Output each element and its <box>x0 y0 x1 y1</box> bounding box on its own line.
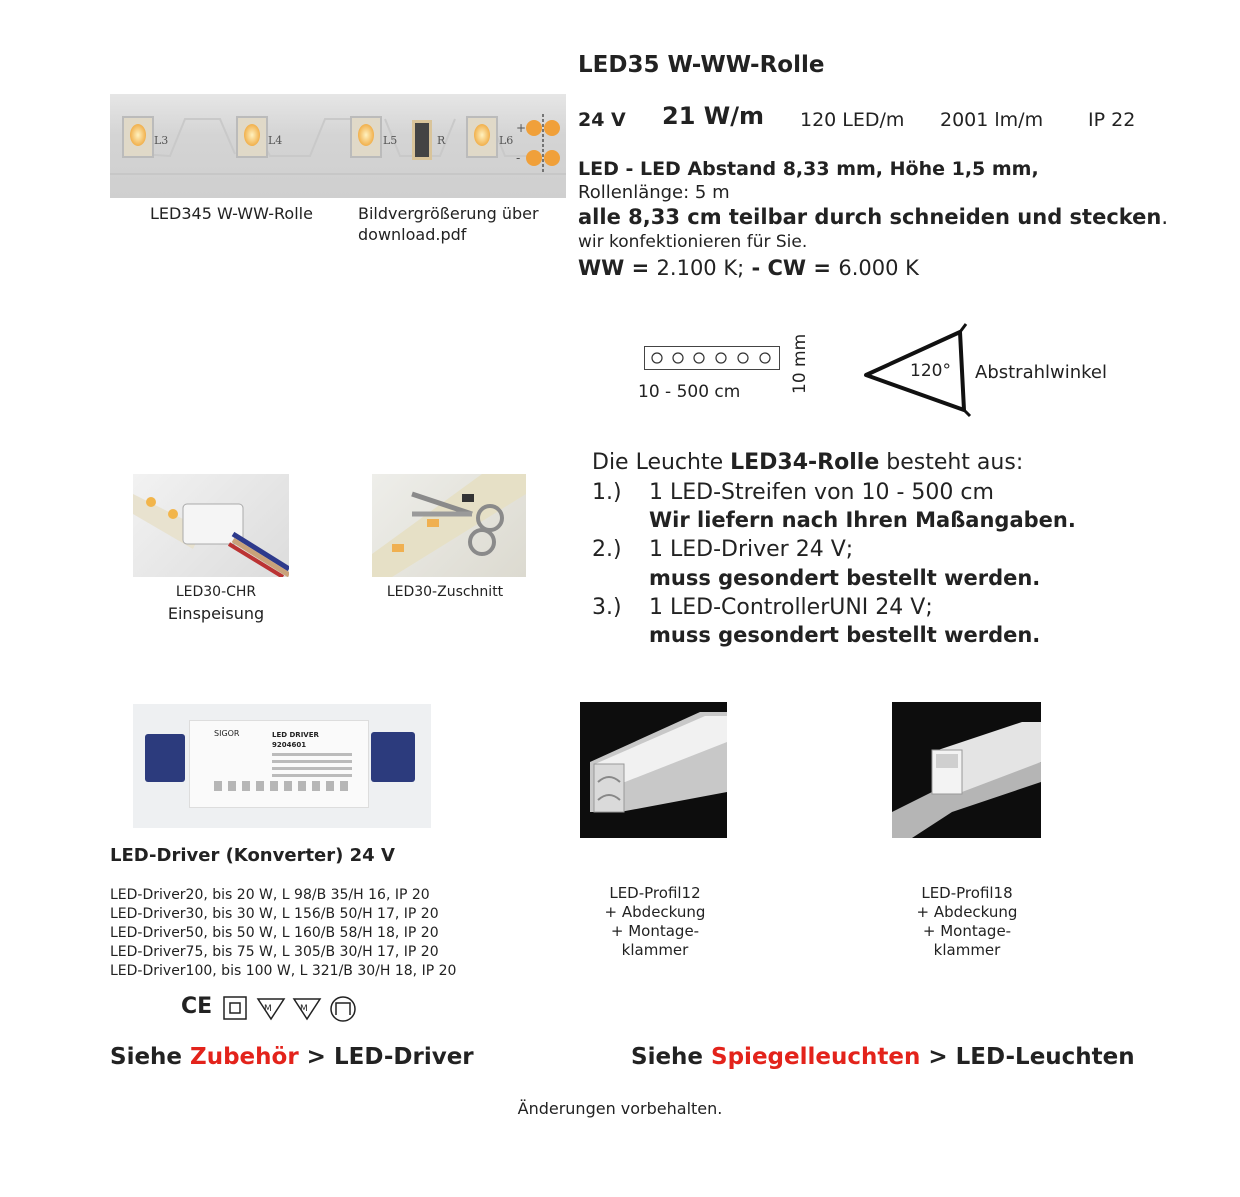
driver-label: LED DRIVER <box>272 731 319 739</box>
item-number: 1.) <box>592 480 622 505</box>
profile18-line: LED-Profil18 <box>921 884 1013 902</box>
composition-intro <box>592 450 1023 475</box>
spec-line-4: wir konfektionieren für Sie. <box>578 232 808 252</box>
driver-brand: SIGOR <box>214 729 240 738</box>
connector-illustration <box>133 474 289 577</box>
led-label: L3 <box>154 134 169 147</box>
profile12-caption <box>580 884 730 960</box>
profile18-caption <box>892 884 1042 960</box>
leds-per-meter: 120 LED/m <box>800 109 905 131</box>
profile18-illustration <box>892 702 1041 838</box>
spec-line-2: Rollenlänge: 5 m <box>578 182 730 203</box>
led-label: L5 <box>383 134 398 147</box>
lumen-per-meter: 2001 lm/m <box>940 109 1044 131</box>
driver-model: LED-Driver30, bis 30 W, L 156/B 50/H 17, IP 20 <box>110 906 439 922</box>
connector-caption-2: Einspeisung <box>167 604 265 623</box>
driver-model: LED-Driver50, bis 50 W, L 160/B 58/H 18, IP 20 <box>110 925 439 941</box>
enlarge-line-1: Bildvergrößerung über <box>358 204 539 223</box>
driver-symbols <box>214 781 354 791</box>
spec-line-3 <box>578 205 1168 229</box>
led-chip <box>466 116 498 158</box>
driver-photo <box>133 704 431 828</box>
enlarge-line-2: download.pdf <box>358 225 467 244</box>
driver-title: LED-Driver (Konverter) 24 V <box>110 845 395 866</box>
profile12-line: klammer <box>621 941 689 959</box>
item-note: muss gesondert bestellt werden. <box>649 566 1041 590</box>
led-label: L6 <box>499 134 514 147</box>
certification-icons <box>222 995 362 1025</box>
driver-spec-lines <box>272 753 352 756</box>
driver-terminal-left <box>145 734 185 782</box>
strip-caption: LED345 W-WW-Rolle <box>150 204 313 223</box>
item-text: 1 LED-Streifen von 10 - 500 cm <box>649 480 994 505</box>
driver-link-a: Siehe <box>110 1044 191 1070</box>
ip-rating: IP 22 <box>1088 109 1136 131</box>
cw-value: 6.000 K <box>838 256 919 280</box>
scissors-illustration <box>372 474 526 577</box>
beam-angle-label: Abstrahlwinkel <box>975 362 1108 383</box>
svg-text:M: M <box>264 1004 272 1014</box>
led-dots <box>645 347 779 369</box>
cw-label: - CW = <box>744 256 839 280</box>
cutting-photo <box>372 474 526 577</box>
ww-label: WW = <box>578 256 657 280</box>
mirror-link[interactable] <box>631 1044 1135 1070</box>
led-chip <box>350 116 382 158</box>
cut-pads <box>514 112 574 182</box>
strip-dimension-box <box>644 346 780 370</box>
connector-photo <box>133 474 289 577</box>
item-number: 2.) <box>592 537 622 562</box>
item-text: 1 LED-Driver 24 V; <box>649 537 854 562</box>
beam-angle-value: 120° <box>910 361 951 381</box>
driver-model: LED-Driver100, bis 100 W, L 321/B 30/H 18, IP 20 <box>110 963 457 979</box>
item-note: muss gesondert bestellt werden. <box>649 623 1041 647</box>
resistor <box>412 120 432 160</box>
driver-terminal-right <box>371 732 415 782</box>
driver-link[interactable] <box>110 1044 474 1070</box>
profile18-line: + Montage- <box>922 922 1012 940</box>
footer-note: Änderungen vorbehalten. <box>517 1099 723 1118</box>
led-strip-image <box>110 94 566 198</box>
driver-link-c: > LED-Driver <box>298 1044 474 1070</box>
profile18-line: klammer <box>933 941 1001 959</box>
spec-line-3-end: . <box>1161 205 1169 229</box>
intro-a: Die Leuchte <box>592 450 731 475</box>
svg-text:M: M <box>300 1004 308 1014</box>
driver-link-accessory[interactable]: Zubehör <box>190 1044 299 1070</box>
driver-body <box>189 720 369 808</box>
item-note: Wir liefern nach Ihren Maßangaben. <box>649 508 1076 532</box>
driver-model: LED-Driver75, bis 75 W, L 305/B 30/H 17, IP 20 <box>110 944 439 960</box>
driver-code: 9204601 <box>272 741 307 749</box>
mirror-link-a: Siehe <box>631 1044 712 1070</box>
cutting-caption: LED30-Zuschnitt <box>386 584 504 600</box>
profile12-illustration <box>580 702 727 838</box>
product-title: LED35 W-WW-Rolle <box>578 52 825 78</box>
led-chip <box>122 116 154 158</box>
voltage-value: 24 V <box>578 109 626 131</box>
profile18-photo <box>892 702 1041 838</box>
item-number: 3.) <box>592 595 622 620</box>
profile12-photo <box>580 702 727 838</box>
svg-text:-: - <box>516 151 521 165</box>
strip-length-label: 10 - 500 cm <box>638 382 741 402</box>
intro-product: LED34-Rolle <box>730 450 880 475</box>
mirror-link-c: > LED-Leuchten <box>920 1044 1135 1070</box>
item-text: 1 LED-ControllerUNI 24 V; <box>649 595 933 620</box>
driver-model: LED-Driver20, bis 20 W, L 98/B 35/H 16, IP 20 <box>110 887 430 903</box>
profile12-line: + Abdeckung <box>604 903 706 921</box>
led-chip <box>236 116 268 158</box>
spec-line-1: LED - LED Abstand 8,33 mm, Höhe 1,5 mm, <box>578 158 1039 180</box>
color-temperatures <box>578 256 919 280</box>
mirror-link-lights[interactable]: Spiegelleuchten <box>711 1044 921 1070</box>
ce-mark: CE <box>181 994 213 1019</box>
strip-height-label: 10 mm <box>790 333 810 394</box>
profile18-line: + Abdeckung <box>916 903 1018 921</box>
profile12-line: LED-Profil12 <box>609 884 701 902</box>
profile12-line: + Montage- <box>610 922 700 940</box>
power-value: 21 W/m <box>662 102 764 130</box>
resistor-label: R <box>437 134 446 147</box>
led-label: L4 <box>268 134 283 147</box>
ww-value: 2.100 K; <box>656 256 745 280</box>
intro-c: besteht aus: <box>879 450 1024 475</box>
connector-caption-1: LED30-CHR <box>175 584 257 600</box>
spec-line-3-text: alle 8,33 cm teilbar durch schneiden und stecken <box>578 205 1162 229</box>
svg-text:+: + <box>516 121 527 135</box>
